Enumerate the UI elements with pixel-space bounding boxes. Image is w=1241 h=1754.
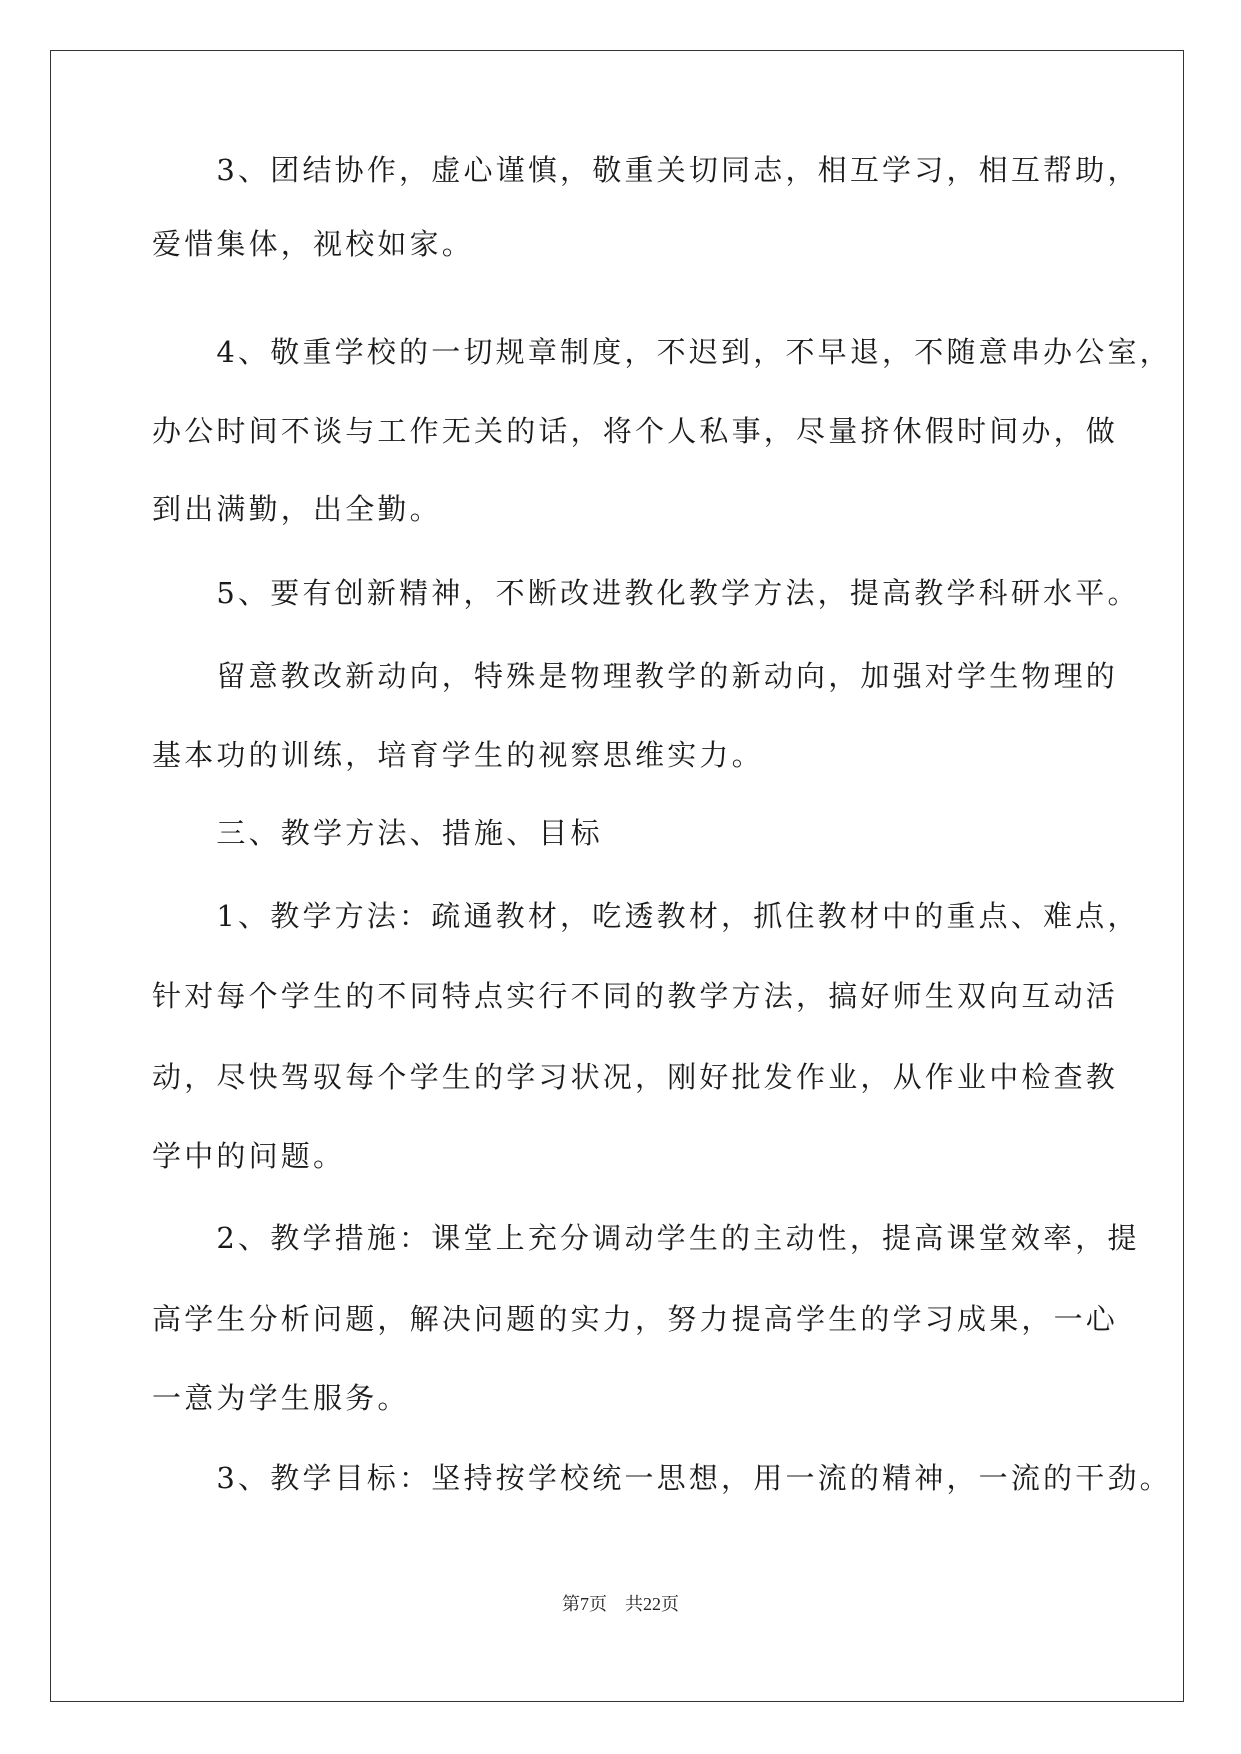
paragraph-line: 针对每个学生的不同特点实行不同的教学方法，搞好师生双向互动活 [152, 979, 1119, 1013]
paragraph-line: 3、团结协作，虚心谨慎，敬重关切同志，相互学习，相互帮助， [152, 153, 1140, 187]
paragraph-line: 4、敬重学校的一切规章制度，不迟到，不早退，不随意串办公室， [152, 335, 1172, 369]
paragraph-line: 1、教学方法：疏通教材，吃透教材，抓住教材中的重点、难点， [152, 899, 1140, 933]
paragraph-line: 基本功的训练，培育学生的视察思维实力。 [152, 738, 764, 772]
paragraph-line: 留意教改新动向，特殊是物理教学的新动向，加强对学生物理的 [152, 659, 1119, 693]
paragraph-line: 高学生分析问题，解决问题的实力，努力提高学生的学习成果，一心 [152, 1302, 1119, 1336]
paragraph-line: 动，尽快驾驭每个学生的学习状况，刚好批发作业，从作业中检查教 [152, 1060, 1119, 1094]
paragraph-line: 爱惜集体，视校如家。 [152, 227, 475, 261]
paragraph-line: 一意为学生服务。 [152, 1381, 410, 1415]
page-border [50, 50, 1184, 1702]
paragraph-line: 2、教学措施：课堂上充分调动学生的主动性，提高课堂效率，提 [152, 1221, 1140, 1255]
paragraph-line: 5、要有创新精神，不断改进教化教学方法，提高教学科研水平。 [152, 576, 1140, 610]
page-footer [0, 1590, 1241, 1616]
section-heading: 三、教学方法、措施、目标 [152, 816, 603, 850]
paragraph-line: 学中的问题。 [152, 1139, 346, 1173]
page-number: 第7页 共22页 [562, 1594, 679, 1614]
paragraph-line: 3、教学目标：坚持按学校统一思想，用一流的精神，一流的干劲。 [152, 1461, 1172, 1495]
paragraph-line: 办公时间不谈与工作无关的话，将个人私事，尽量挤休假时间办，做 [152, 414, 1119, 448]
paragraph-line: 到出满勤，出全勤。 [152, 492, 442, 526]
